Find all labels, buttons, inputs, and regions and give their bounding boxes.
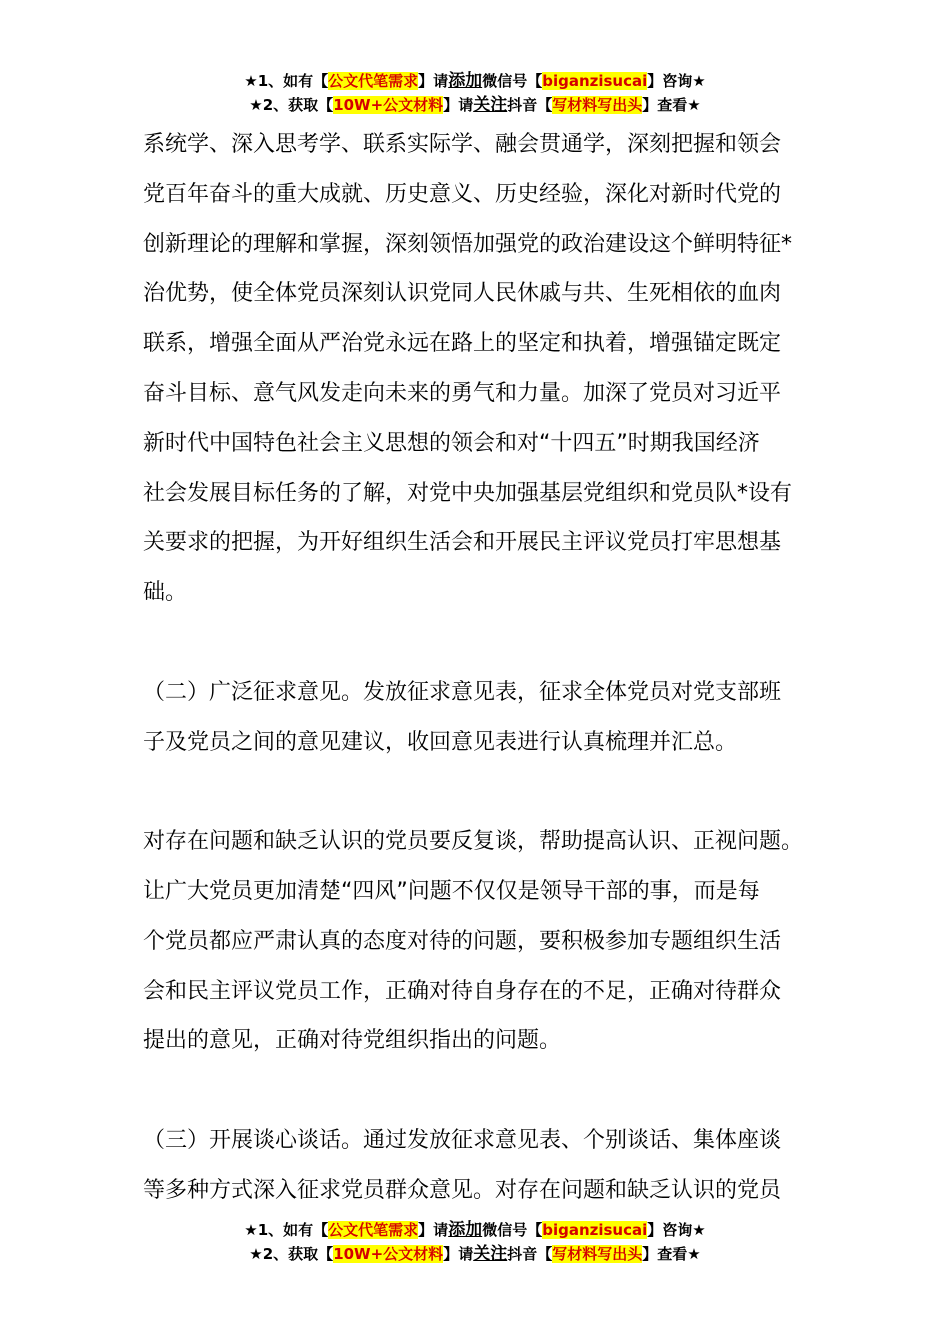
promo-highlight: 10W+公文材料 [333,96,444,114]
paragraph-2: （二）广泛征求意见。发放征求意见表，征求全体党员对党支部班 子及党员之间的意见建议，收回意见表进行认真梳理并汇总。 [143,679,782,755]
paragraph-spacer [143,618,823,668]
promo-text: 】请 [418,1221,449,1239]
promo-text: 】请 [418,72,449,90]
promo-text: 】咨询★ [647,72,706,90]
promo-highlight: 10W+公文材料 [333,1245,444,1263]
promo-highlight: 写材料写出头 [552,1245,643,1263]
promo-text: 抖音【 [507,96,553,114]
paragraph-4: （三）开展谈心谈话。通过发放征求意见表、个别谈话、集体座谈 等多种方式深入征求党员群众意见。对存在问题和缺乏认识的党员 [143,1127,782,1203]
promo-text: 】咨询★ [647,1221,706,1239]
promo-emphasis: 关注 [473,1244,508,1264]
promo-text: ★2、获取【 [249,1245,334,1263]
promo-text: ★2、获取【 [249,96,334,114]
header-promo-line-2 [0,93,950,117]
promo-highlight: 公文代笔需求 [328,72,419,90]
promo-text: 】查看★ [642,96,701,114]
paragraph-3: 对存在问题和缺乏认识的党员要反复谈，帮助提高认识、正视问题。 让广大党员更加清楚“四风”问题不仅仅是领导干部的事，而是每 个党员都应严肃认真的态度对待的问题，要积极参加专题组织生活 会和民主评议党员工作，正确对待自身存在的不足，正确对待群众 提出的意见，正确对待党组织指出的问题。 [143,829,804,1054]
promo-text: 】请 [443,1245,474,1263]
promo-highlight: biganzisucai [542,1221,648,1239]
paragraph-spacer [143,1066,823,1116]
paragraph-spacer [143,767,823,817]
promo-highlight: 公文代笔需求 [328,1221,419,1239]
header-promo [0,69,950,117]
paragraph-1: 系统学、深入思考学、联系实际学、融会贯通学，深刻把握和领会 党百年奋斗的重大成就、历史意义、历史经验，深化对新时代党的 创新理论的理解和掌握，深刻领悟加强党的政治建设这个鲜明特征* 治优势，使全体党员深刻认识党同人民休戚与共、生死相依的血肉 联系，增强全面从严治党永远在路上的坚定和执着，增强锚定既定 奋斗目标、意气风发走向未来的勇气和力量。加深了党员对习近平 新时代中国特色社会主义思想的领会和对“十四五”时期我国经济 社会发展目标任务的了解，对党中央加强基层党组织和党员队*设有 关要求的把握，为开好组织生活会和开展民主评议党员打牢思想基 础。 [143,132,793,606]
promo-emphasis: 关注 [473,95,508,115]
footer-promo [0,1218,950,1266]
footer-promo-line-2 [0,1242,950,1266]
promo-text: 微信号【 [482,72,543,90]
promo-text: 】请 [443,96,474,114]
promo-highlight: biganzisucai [542,72,648,90]
promo-highlight: 写材料写出头 [552,96,643,114]
header-promo-line-1 [0,69,950,93]
promo-emphasis: 添加 [448,1220,483,1240]
document-body [143,120,823,1216]
promo-text: 微信号【 [482,1221,543,1239]
promo-emphasis: 添加 [448,71,483,91]
footer-promo-line-1 [0,1218,950,1242]
promo-text: 抖音【 [507,1245,553,1263]
promo-text: ★1、如有【 [244,72,329,90]
promo-text: ★1、如有【 [244,1221,329,1239]
promo-text: 】查看★ [642,1245,701,1263]
